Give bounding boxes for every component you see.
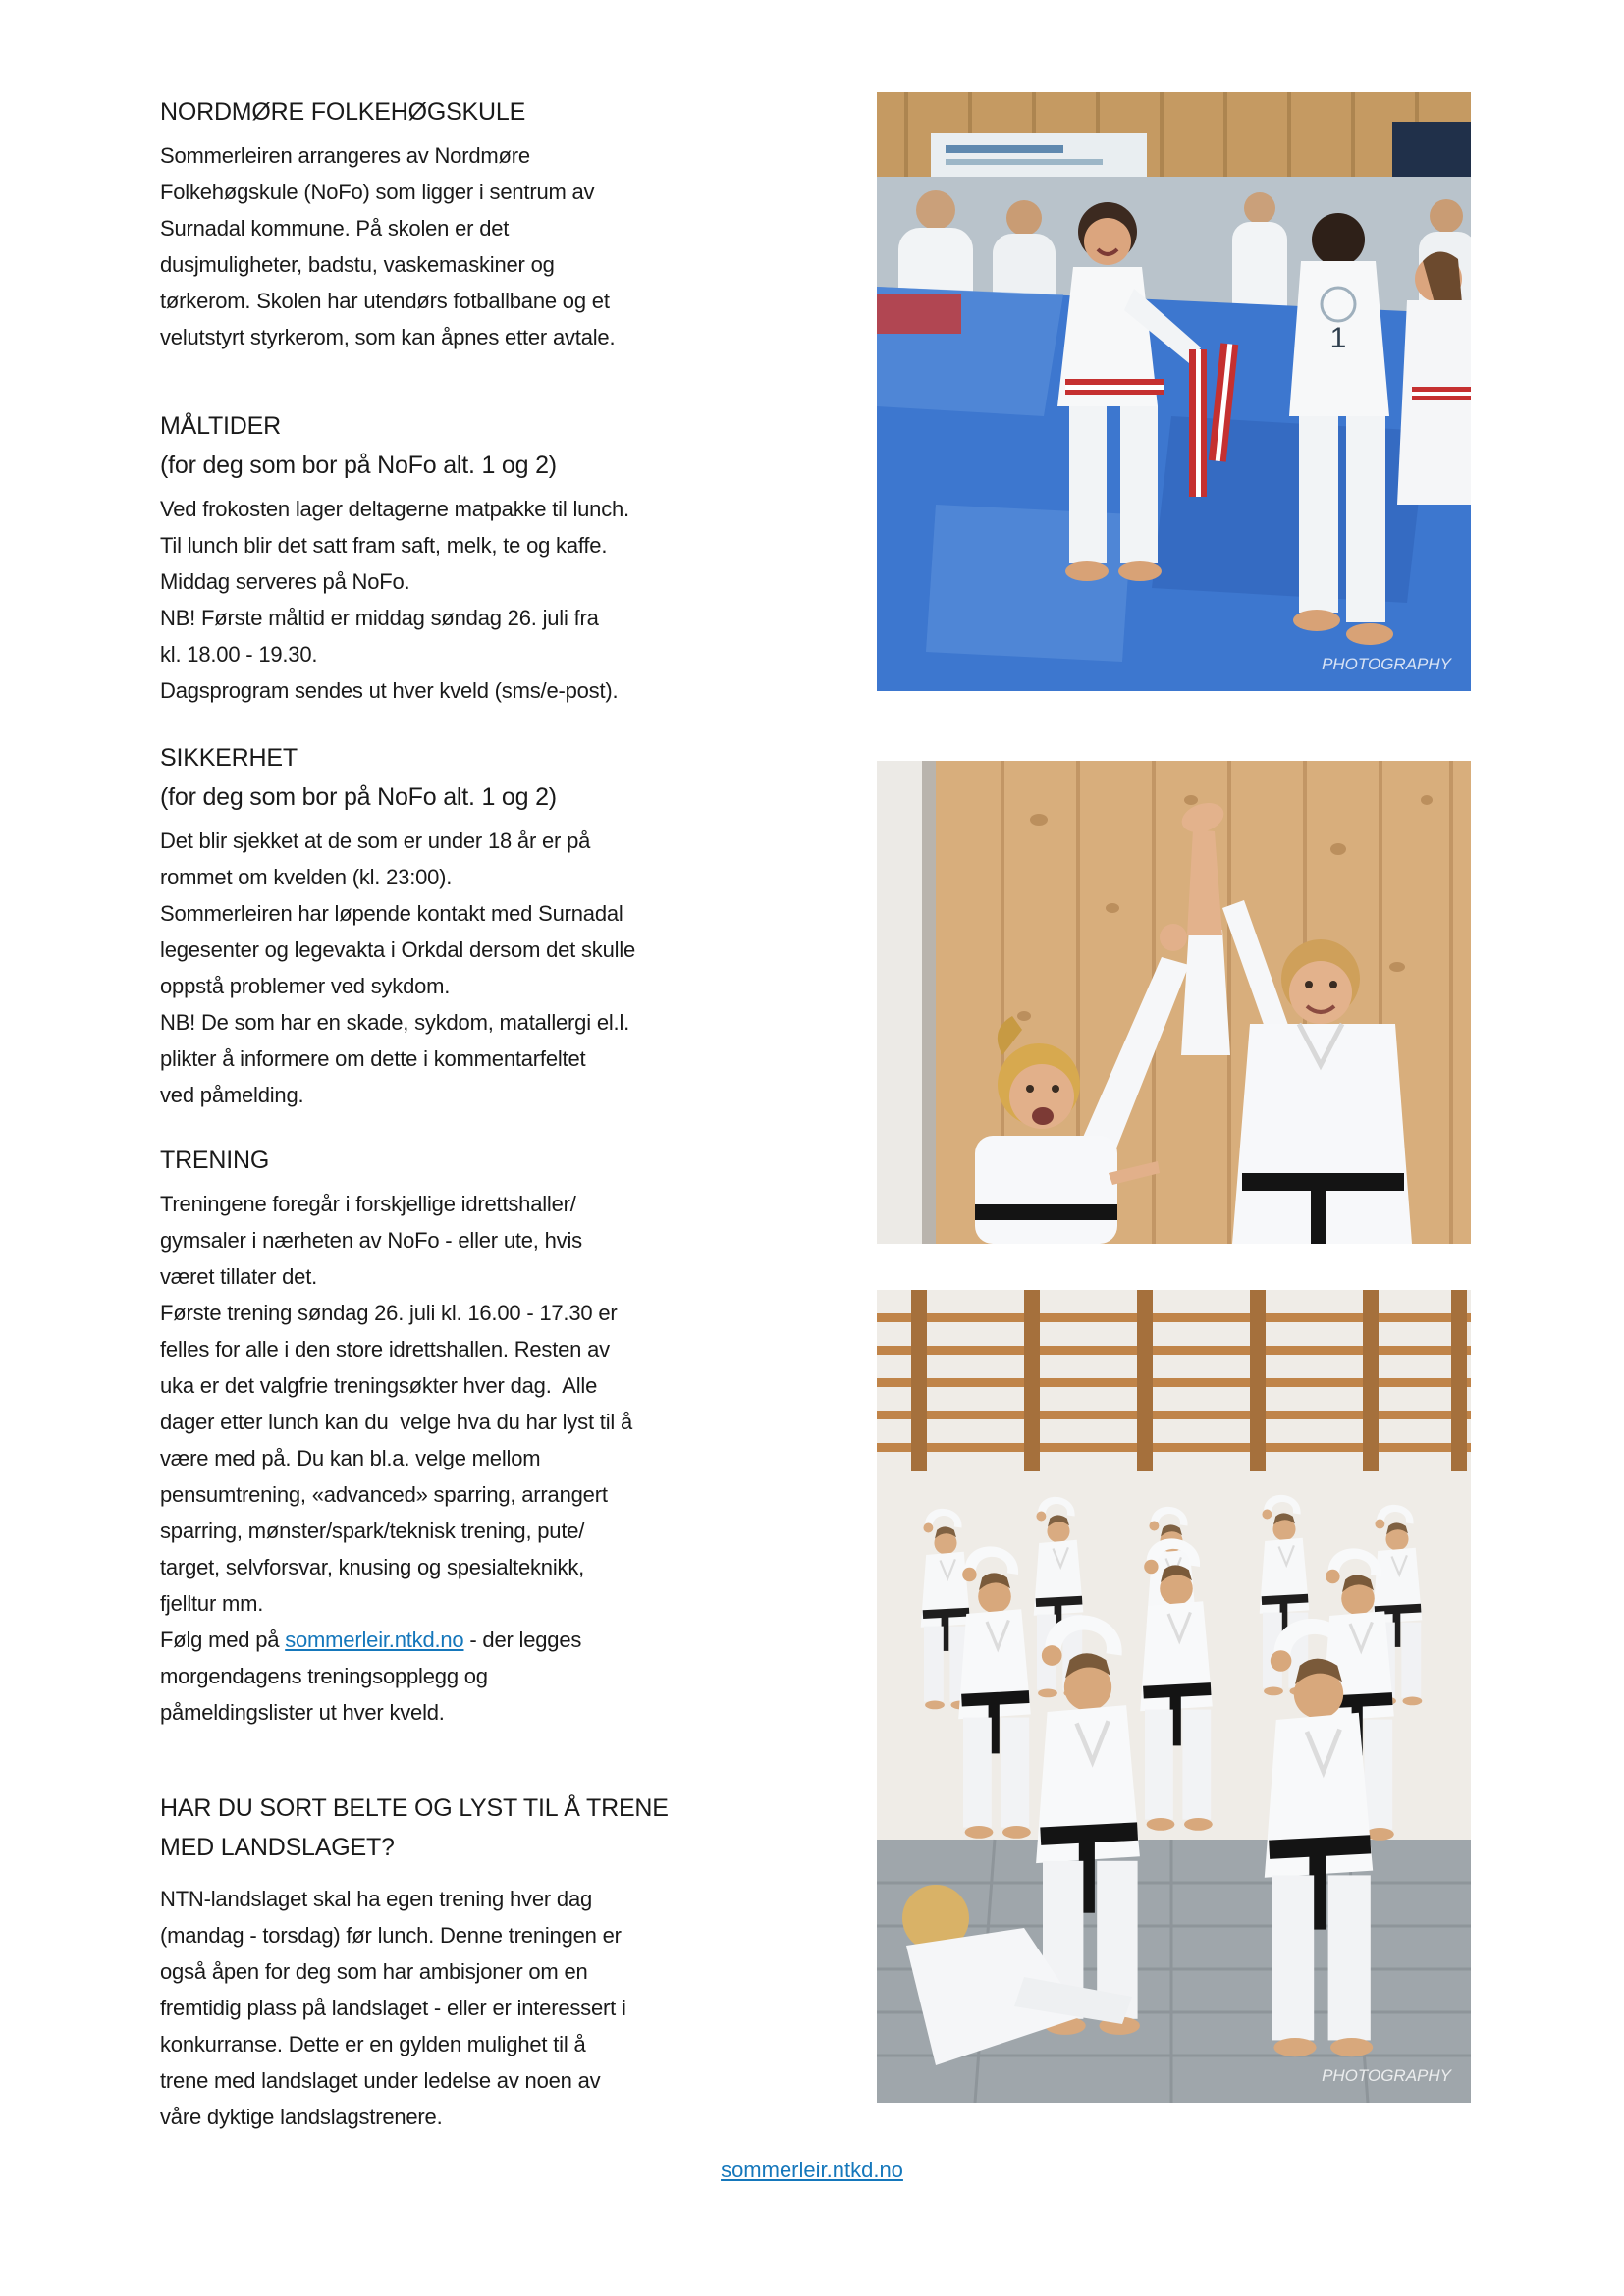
text-line: været tillater det. <box>160 1264 318 1289</box>
text-line: pensumtrening, «advanced» sparring, arrangert <box>160 1482 608 1507</box>
wall-bars <box>877 1290 1471 1471</box>
inline-link-sommerleir[interactable]: sommerleir.ntkd.no <box>285 1628 464 1652</box>
text-line: TRENING <box>160 1147 270 1174</box>
body-lines <box>160 1658 710 1731</box>
text-line: Til lunch blir det satt fram saft, melk, te og kaffe. <box>160 533 608 558</box>
text-line: Ved frokosten lager deltagerne matpakke til lunch. <box>160 497 629 521</box>
text-line: uka er det valgfrie treningsøkter hver dag. Alle <box>160 1373 598 1398</box>
body-line-with-link <box>160 1622 710 1658</box>
text-line: velutstyrt styrkerom, som kan åpnes etter avtale. <box>160 325 616 349</box>
photo-wall-stretch-graphic <box>877 761 1471 1244</box>
section-heading <box>160 738 710 777</box>
text-line: gymsaler i nærheten av NoFo - eller ute, hvis <box>160 1228 582 1253</box>
text-line: Folkehøgskule (NoFo) som ligger i sentrum av <box>160 180 595 204</box>
text-line: legesenter og legevakta i Orkdal dersom det skulle <box>160 937 636 962</box>
text-line: dusjmuligheter, badstu, vaskemaskiner og <box>160 252 555 277</box>
section-body <box>160 491 710 709</box>
footer-link-sommerleir[interactable]: sommerleir.ntkd.no <box>721 2158 903 2182</box>
text-line: rommet om kvelden (kl. 23:00). <box>160 865 453 889</box>
text-line: fremtidig plass på landslaget - eller er interessert i <box>160 1996 626 2020</box>
text-line: Sommerleiren har løpende kontakt med Surnadal <box>160 901 623 926</box>
text-line: sparring, mønster/spark/teknisk trening, pute/ <box>160 1519 585 1543</box>
section-landslaget <box>160 1789 710 2135</box>
text-line: påmeldingslister ut hver kveld. <box>160 1700 445 1725</box>
photo-group-stretch-graphic <box>877 1290 1471 2103</box>
text-line: ved påmelding. <box>160 1083 304 1107</box>
link-line-prefix: Følg med på <box>160 1628 286 1652</box>
section-heading <box>160 1789 710 1867</box>
section-body <box>160 137 710 355</box>
photo-wall-stretch <box>877 761 1471 1244</box>
section-heading <box>160 406 710 446</box>
text-line: NB! Første måltid er middag søndag 26. juli fra <box>160 606 599 630</box>
text-line: Treningene foregår i forskjellige idrettshaller/ <box>160 1192 576 1216</box>
text-line: kl. 18.00 - 19.30. <box>160 642 318 667</box>
section-heading <box>160 92 710 132</box>
banner <box>931 133 1147 177</box>
text-line: felles for alle i den store idrettshallen. Resten av <box>160 1337 610 1362</box>
jacket-number: 1 <box>1329 322 1347 354</box>
page-footer <box>0 2156 1624 2185</box>
photo-training-hall-belt <box>877 92 1471 691</box>
text-line: Første trening søndag 26. juli kl. 16.00 - 17.30 er <box>160 1301 618 1325</box>
text-line: trene med landslaget under ledelse av noen av <box>160 2068 601 2093</box>
section-sikkerhet <box>160 738 710 1113</box>
photo-training-hall-belt-graphic <box>877 92 1471 691</box>
text-line: plikter å informere om dette i kommentarfeltet <box>160 1046 586 1071</box>
text-line: NORDMØRE FOLKEHØGSKULE <box>160 98 526 126</box>
section-heading <box>160 1141 710 1180</box>
text-line: MED LANDSLAGET? <box>160 1834 395 1861</box>
text-line: Middag serveres på NoFo. <box>160 569 410 594</box>
text-line: oppstå problemer ved sykdom. <box>160 974 451 998</box>
link-line-suffix: - der legges <box>463 1628 582 1652</box>
text-line: MÅLTIDER <box>160 412 281 440</box>
watermark: PHOTOGRAPHY <box>1322 2066 1451 2085</box>
text-line: fjelltur mm. <box>160 1591 264 1616</box>
text-line: dager etter lunch kan du velge hva du har lyst til å <box>160 1410 633 1434</box>
section-body <box>160 1881 710 2135</box>
text-line: (mandag - torsdag) før lunch. Denne treningen er <box>160 1923 622 1948</box>
photo-group-stretch <box>877 1290 1471 2103</box>
text-line: target, selvforsvar, knusing og spesialteknikk, <box>160 1555 585 1579</box>
body-lines <box>160 1186 710 1622</box>
text-line: Surnadal kommune. På skolen er det <box>160 216 510 240</box>
text-line: SIKKERHET <box>160 744 298 772</box>
text-line: tørkerom. Skolen har utendørs fotballbane og et <box>160 289 610 313</box>
section-body <box>160 823 710 1113</box>
section-body <box>160 1186 710 1731</box>
section-trening <box>160 1141 710 1731</box>
text-line: NTN-landslaget skal ha egen trening hver dag <box>160 1887 593 1911</box>
text-line: også åpen for deg som har ambisjoner om en <box>160 1959 588 1984</box>
text-line: våre dyktige landslagstrenere. <box>160 2105 443 2129</box>
text-line: Sommerleiren arrangeres av Nordmøre <box>160 143 530 168</box>
section-maltider <box>160 406 710 709</box>
section-subheading: (for deg som bor på NoFo alt. 1 og 2) <box>160 783 557 811</box>
text-line: konkurranse. Dette er en gylden mulighet til å <box>160 2032 586 2056</box>
section-subheading: (for deg som bor på NoFo alt. 1 og 2) <box>160 452 557 479</box>
text-line: Dagsprogram sendes ut hver kveld (sms/e-post). <box>160 678 619 703</box>
text-line: HAR DU SORT BELTE OG LYST TIL Å TRENE <box>160 1794 669 1822</box>
text-line: Det blir sjekket at de som er under 18 år er på <box>160 828 591 853</box>
text-line: være med på. Du kan bl.a. velge mellom <box>160 1446 541 1470</box>
section-nofo <box>160 92 710 355</box>
text-line: NB! De som har en skade, sykdom, matallergi el.l. <box>160 1010 630 1035</box>
text-line: morgendagens treningsopplegg og <box>160 1664 488 1688</box>
watermark: PHOTOGRAPHY <box>1322 655 1451 673</box>
